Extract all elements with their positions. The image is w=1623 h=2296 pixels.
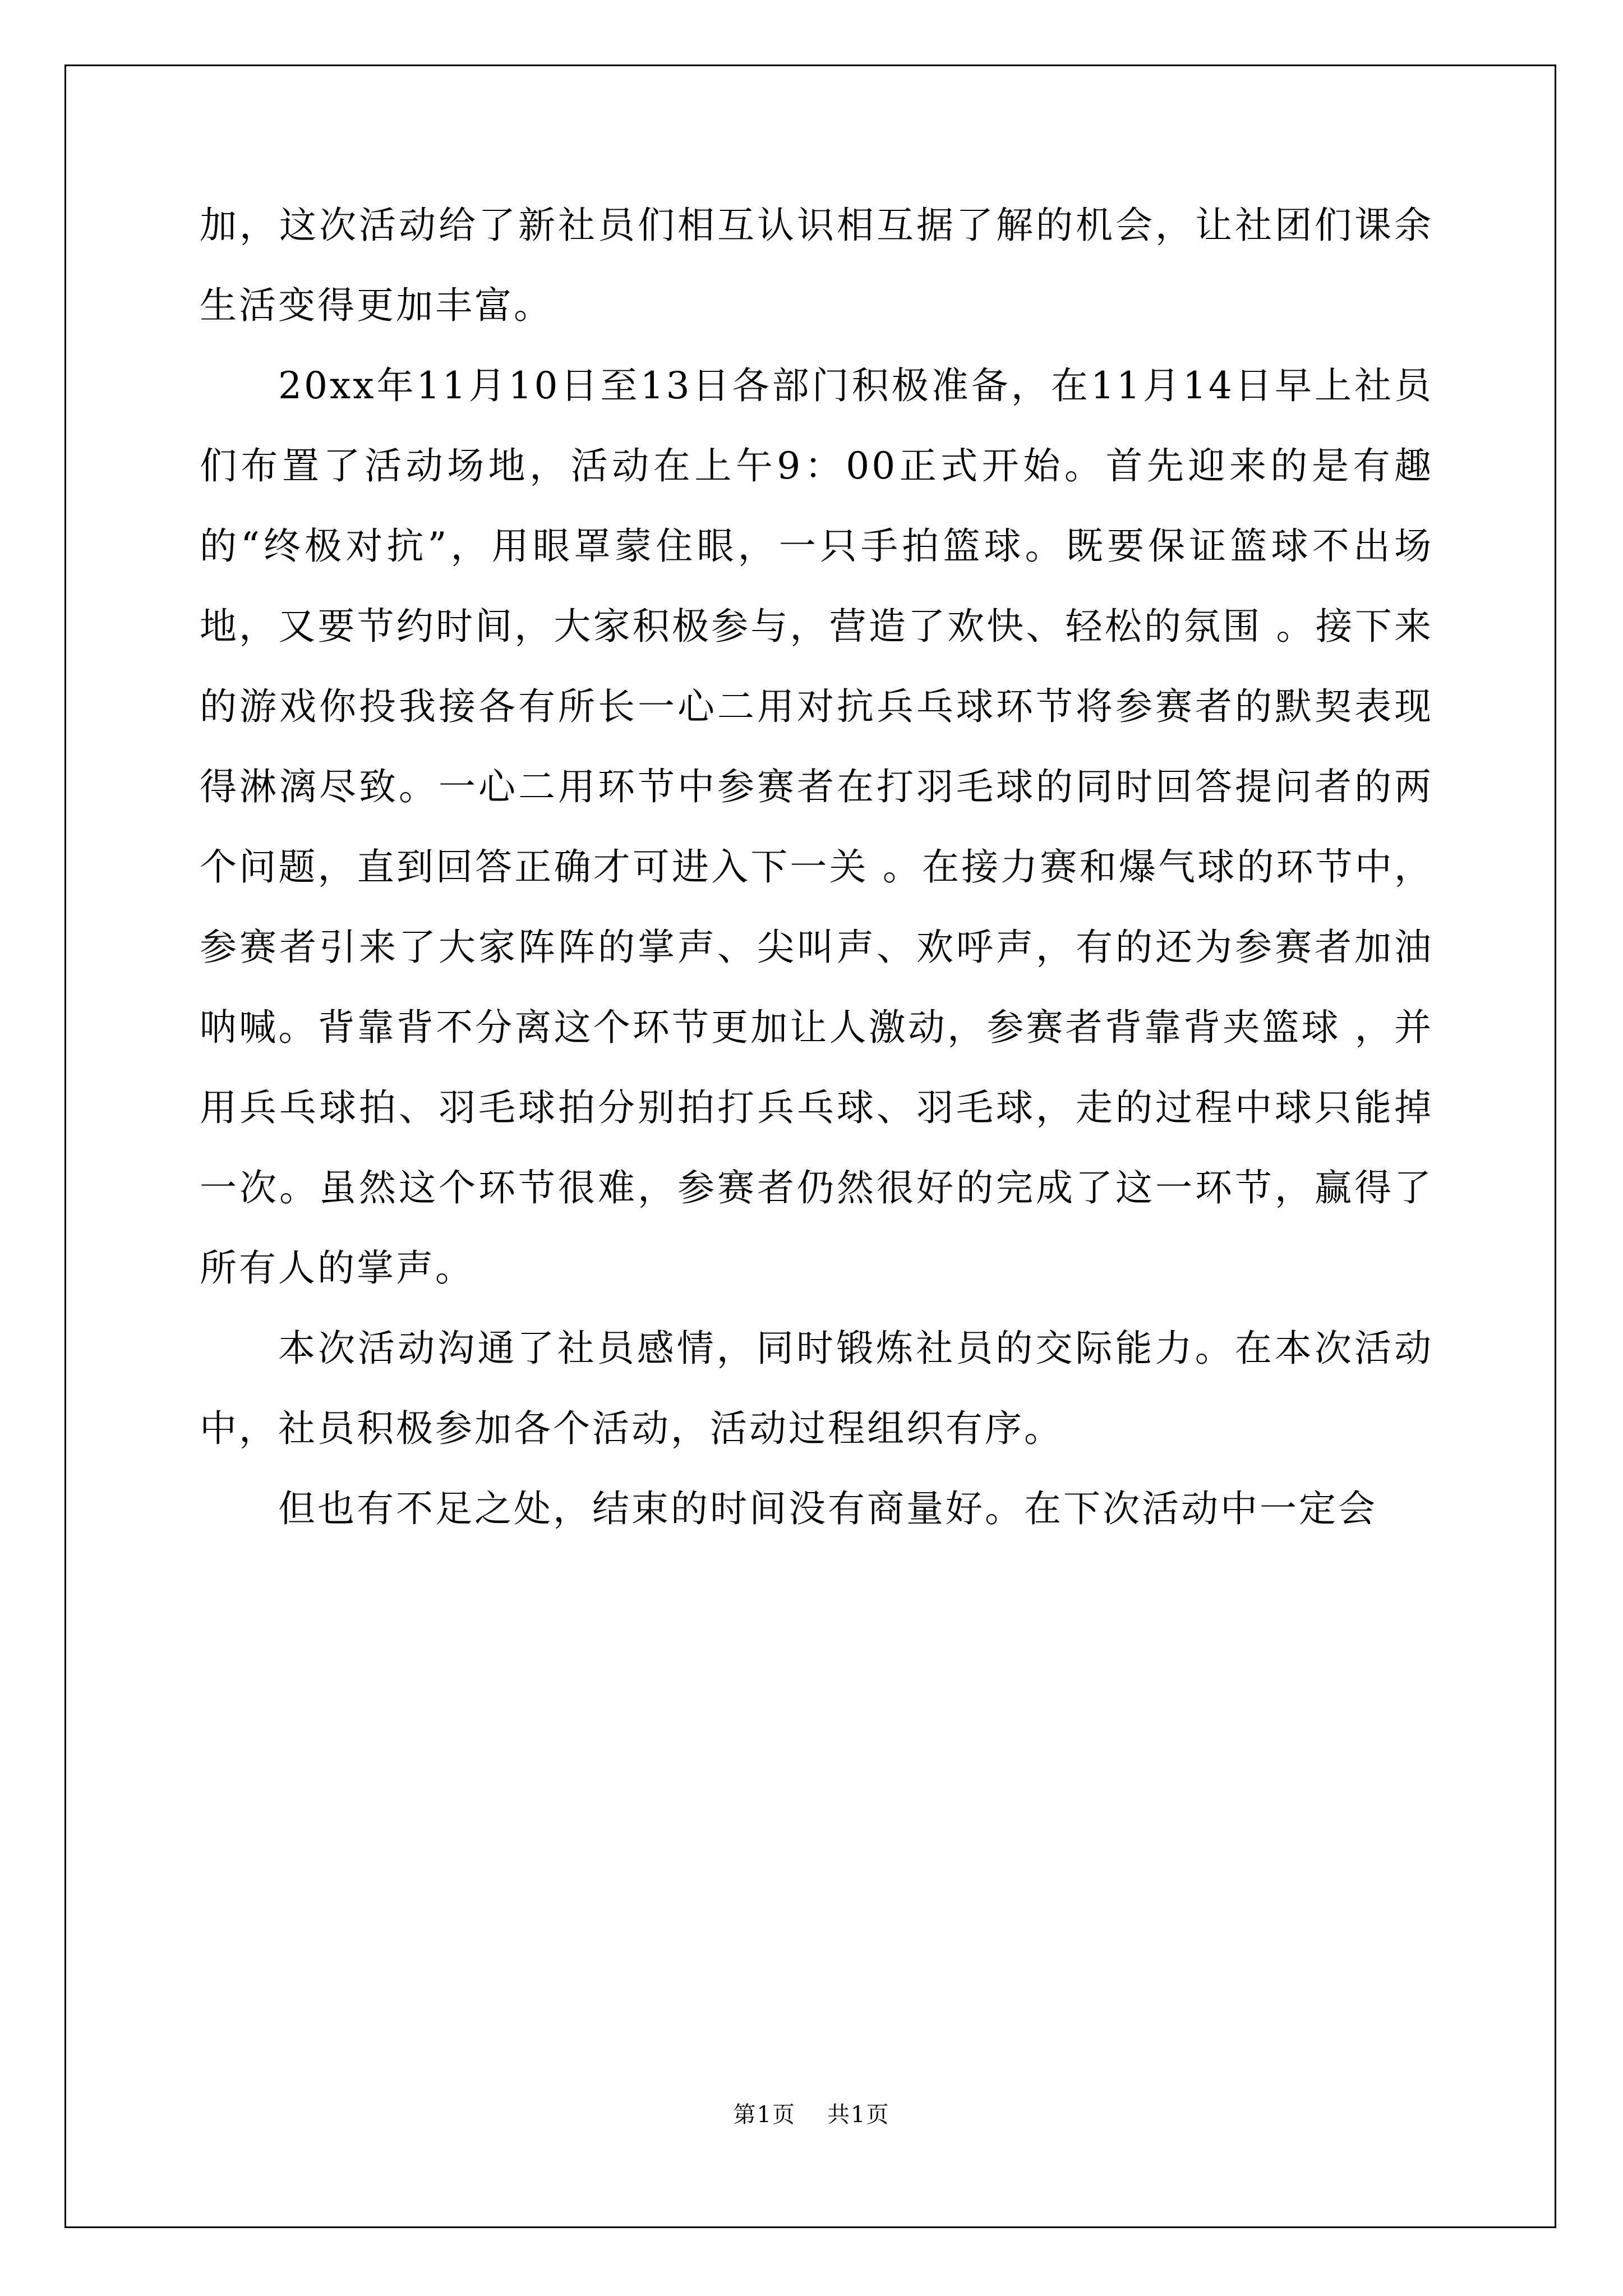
paragraph: 加，这次活动给了新社员们相互认识相互据了解的机会，让社团们课余生活变得更加丰富。 — [200, 204, 1433, 327]
paragraph: 20xx年11月10日至13日各部门积极准备，在11月14日早上社员们布置了活动场地，活动在上午9：00正式开始。首先迎来的是有趣的“终极对抗”，用眼罩蒙住眼，一只手拍篮球。既要保证篮球不出场地，又要节约时间，大家积极参与，营造了欢快、轻松的氛围 。接下来的游戏你投我接各有所长一心二用对抗兵乓球环节将参赛者的默契表现得淋漓尽致。一心二用环节中参赛者在打羽毛球的同时回答提问者的两个问题，直到回答正确才可进入下一关 。在接力赛和爆气球的环节中，参赛者引来了大家阵阵的掌声、尖叫声、欢呼声，有的还为参赛者加油呐喊。背靠背不分离这个环节更加让人激动，参赛者背靠背夹篮球 ，并用兵乓球拍、羽毛球拍分别拍打兵乓球、羽毛球，走的过程中球只能掉一次。虽然这个环节很难，参赛者仍然很好的完成了这一环节，赢得了所有人的掌声。 — [200, 364, 1433, 1290]
page-footer — [0, 2098, 1623, 2132]
page-number: 第1页 — [733, 2102, 796, 2128]
paragraph: 本次活动沟通了社员感情，同时锻炼社员的交际能力。在本次活动中，社员积极参加各个活动，活动过程组织有序。 — [200, 1327, 1433, 1450]
document-body — [200, 185, 1433, 1549]
paragraph: 但也有不足之处，结束的时间没有商量好。在下次活动中一定会 — [278, 1487, 1377, 1530]
page-total: 共1页 — [827, 2102, 890, 2128]
